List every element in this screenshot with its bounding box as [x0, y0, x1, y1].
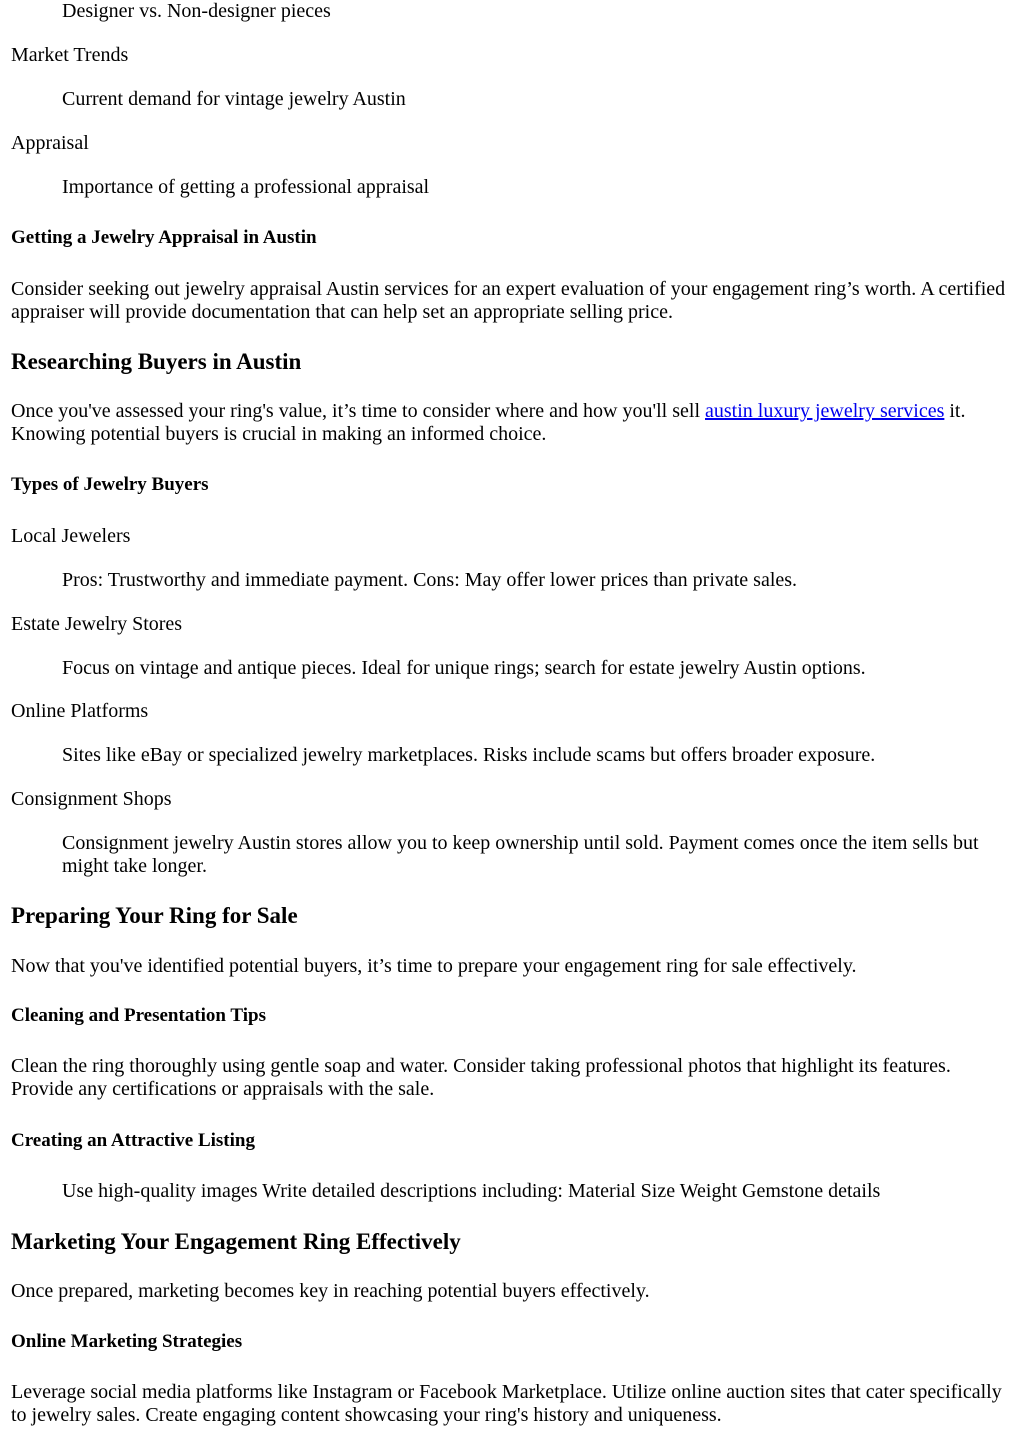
section-heading: Cleaning and Presentation Tips [11, 1005, 266, 1026]
list-detail: Sites like eBay or specialized jewelry marketplaces. Risks include scams but offers broader exposure. [62, 744, 876, 766]
list-term: Appraisal [11, 132, 89, 154]
paragraph [11, 400, 1011, 446]
paragraph-text: Once you've assessed your ring's value, it’s time to consider where and how you'll sell [11, 400, 705, 422]
list-detail: Importance of getting a professional appraisal [62, 176, 430, 198]
section-heading: Preparing Your Ring for Sale [11, 903, 298, 928]
list-term: Online Platforms [11, 700, 149, 722]
list-detail: Use high-quality images Write detailed descriptions including: Material Size Weight Gemstone details [62, 1180, 881, 1202]
section-heading: Getting a Jewelry Appraisal in Austin [11, 227, 317, 248]
list-detail: Pros: Trustworthy and immediate payment. Cons: May offer lower prices than private sales. [62, 569, 798, 591]
list-detail: Focus on vintage and antique pieces. Ideal for unique rings; search for estate jewelry Austin options. [62, 657, 866, 679]
paragraph: Once prepared, marketing becomes key in reaching potential buyers effectively. [11, 1280, 650, 1302]
section-heading: Online Marketing Strategies [11, 1331, 243, 1352]
austin-luxury-jewelry-link[interactable]: austin luxury jewelry services [705, 400, 945, 422]
section-heading: Researching Buyers in Austin [11, 349, 302, 374]
list-term: Consignment Shops [11, 788, 172, 810]
section-heading: Types of Jewelry Buyers [11, 474, 209, 495]
section-heading: Marketing Your Engagement Ring Effectively [11, 1229, 461, 1254]
section-heading: Creating an Attractive Listing [11, 1130, 255, 1151]
paragraph-text: it. Knowing potential buyers is crucial in making an informed choice. [11, 400, 966, 445]
list-detail: Current demand for vintage jewelry Austin [62, 88, 406, 110]
list-term: Estate Jewelry Stores [11, 613, 183, 635]
list-detail: Designer vs. Non-designer pieces [62, 0, 331, 22]
list-term: Local Jewelers [11, 525, 131, 547]
list-detail: Consignment jewelry Austin stores allow you to keep ownership until sold. Payment comes once the item sells but might take longer. [62, 832, 979, 877]
list-term: Market Trends [11, 44, 129, 66]
paragraph: Leverage social media platforms like Instagram or Facebook Marketplace. Utilize online auction sites that cater specifically to jewelry sales. Create engaging content showcasing your ring's history and uniqueness. [11, 1381, 1002, 1426]
paragraph: Consider seeking out jewelry appraisal Austin services for an expert evaluation of your engagement ring’s worth. A certified appraiser will provide documentation that can help set an appropriate selling price. [11, 278, 1006, 323]
paragraph: Clean the ring thoroughly using gentle soap and water. Consider taking professional photos that highlight its features. Provide any certifications or appraisals with the sale. [11, 1055, 951, 1100]
paragraph: Now that you've identified potential buyers, it’s time to prepare your engagement ring for sale effectively. [11, 955, 857, 977]
